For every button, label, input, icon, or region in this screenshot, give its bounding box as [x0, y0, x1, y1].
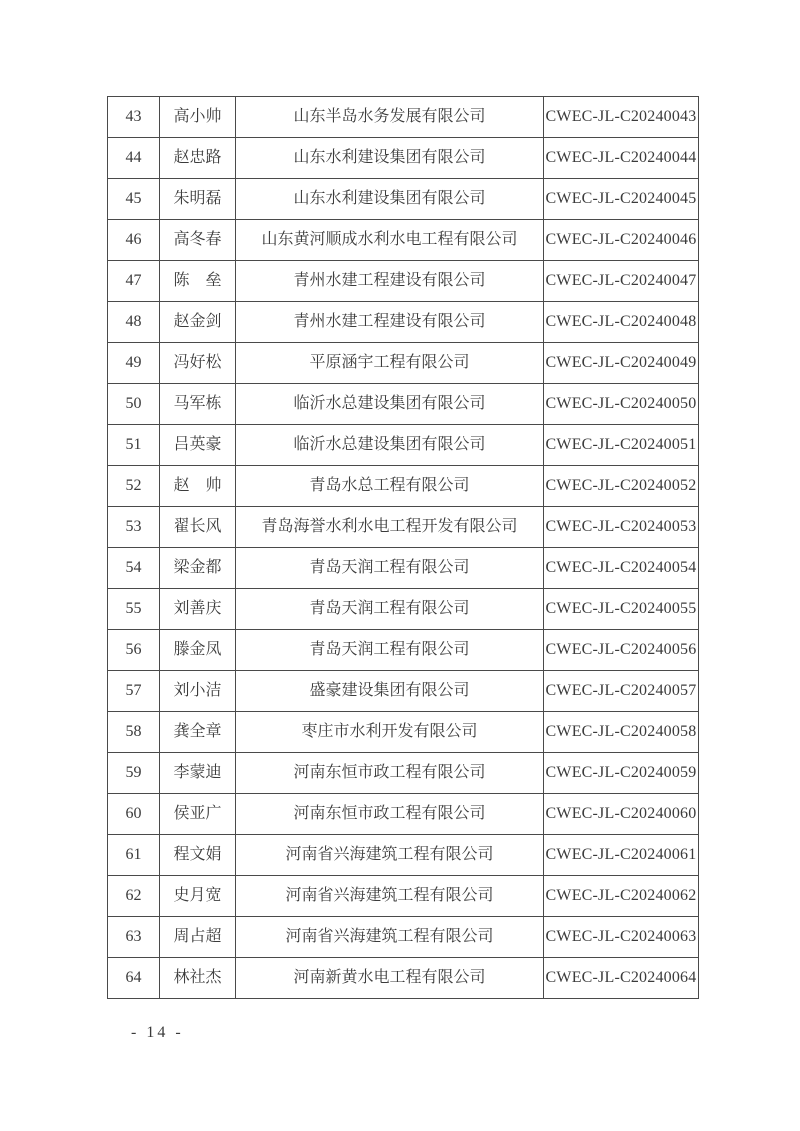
- company-cell: 河南新黄水电工程有限公司: [236, 958, 544, 999]
- table-row: [108, 712, 699, 753]
- row-number-cell: 62: [108, 876, 160, 917]
- row-number-cell: 51: [108, 425, 160, 466]
- table-row: [108, 753, 699, 794]
- company-cell: 青州水建工程建设有限公司: [236, 302, 544, 343]
- certificate-cell: CWEC-JL-C20240061: [544, 835, 699, 876]
- table-row: [108, 302, 699, 343]
- company-cell: 枣庄市水利开发有限公司: [236, 712, 544, 753]
- name-cell: 龚全章: [160, 712, 236, 753]
- name-cell: 高冬春: [160, 220, 236, 261]
- certificate-cell: CWEC-JL-C20240054: [544, 548, 699, 589]
- certificate-cell: CWEC-JL-C20240060: [544, 794, 699, 835]
- name-cell: 史月宽: [160, 876, 236, 917]
- company-cell: 平原涵宇工程有限公司: [236, 343, 544, 384]
- row-number-cell: 54: [108, 548, 160, 589]
- table-row: [108, 630, 699, 671]
- name-cell: 冯好松: [160, 343, 236, 384]
- company-cell: 河南省兴海建筑工程有限公司: [236, 876, 544, 917]
- row-number-cell: 61: [108, 835, 160, 876]
- company-cell: 青州水建工程建设有限公司: [236, 261, 544, 302]
- certificate-cell: CWEC-JL-C20240064: [544, 958, 699, 999]
- company-cell: 临沂水总建设集团有限公司: [236, 425, 544, 466]
- certificate-cell: CWEC-JL-C20240063: [544, 917, 699, 958]
- company-cell: 山东水利建设集团有限公司: [236, 179, 544, 220]
- company-cell: 河南省兴海建筑工程有限公司: [236, 835, 544, 876]
- name-cell: 陈 垒: [160, 261, 236, 302]
- company-cell: 河南省兴海建筑工程有限公司: [236, 917, 544, 958]
- row-number-cell: 45: [108, 179, 160, 220]
- table-row: [108, 343, 699, 384]
- name-cell: 刘小洁: [160, 671, 236, 712]
- certificate-cell: CWEC-JL-C20240051: [544, 425, 699, 466]
- name-cell: 吕英豪: [160, 425, 236, 466]
- row-number-cell: 64: [108, 958, 160, 999]
- certificate-cell: CWEC-JL-C20240043: [544, 97, 699, 138]
- name-cell: 侯亚广: [160, 794, 236, 835]
- name-cell: 赵金剑: [160, 302, 236, 343]
- row-number-cell: 63: [108, 917, 160, 958]
- company-cell: 河南东恒市政工程有限公司: [236, 794, 544, 835]
- company-cell: 青岛天润工程有限公司: [236, 630, 544, 671]
- name-cell: 滕金凤: [160, 630, 236, 671]
- certificate-table: [107, 96, 699, 999]
- certificate-cell: CWEC-JL-C20240044: [544, 138, 699, 179]
- company-cell: 青岛天润工程有限公司: [236, 589, 544, 630]
- row-number-cell: 57: [108, 671, 160, 712]
- name-cell: 高小帅: [160, 97, 236, 138]
- name-cell: 梁金都: [160, 548, 236, 589]
- certificate-cell: CWEC-JL-C20240046: [544, 220, 699, 261]
- row-number-cell: 55: [108, 589, 160, 630]
- certificate-cell: CWEC-JL-C20240050: [544, 384, 699, 425]
- company-cell: 盛豪建设集团有限公司: [236, 671, 544, 712]
- row-number-cell: 44: [108, 138, 160, 179]
- name-cell: 李蒙迪: [160, 753, 236, 794]
- company-cell: 山东半岛水务发展有限公司: [236, 97, 544, 138]
- row-number-cell: 47: [108, 261, 160, 302]
- row-number-cell: 60: [108, 794, 160, 835]
- table-row: [108, 425, 699, 466]
- company-cell: 河南东恒市政工程有限公司: [236, 753, 544, 794]
- table-row: [108, 466, 699, 507]
- row-number-cell: 49: [108, 343, 160, 384]
- company-cell: 临沂水总建设集团有限公司: [236, 384, 544, 425]
- company-cell: 青岛水总工程有限公司: [236, 466, 544, 507]
- name-cell: 程文娟: [160, 835, 236, 876]
- table-row: [108, 507, 699, 548]
- certificate-cell: CWEC-JL-C20240049: [544, 343, 699, 384]
- name-cell: 赵忠路: [160, 138, 236, 179]
- company-cell: 山东黄河顺成水利水电工程有限公司: [236, 220, 544, 261]
- table-row: [108, 671, 699, 712]
- certificate-cell: CWEC-JL-C20240056: [544, 630, 699, 671]
- row-number-cell: 59: [108, 753, 160, 794]
- certificate-cell: CWEC-JL-C20240053: [544, 507, 699, 548]
- row-number-cell: 50: [108, 384, 160, 425]
- certificate-cell: CWEC-JL-C20240062: [544, 876, 699, 917]
- row-number-cell: 53: [108, 507, 160, 548]
- row-number-cell: 46: [108, 220, 160, 261]
- certificate-cell: CWEC-JL-C20240048: [544, 302, 699, 343]
- table-row: [108, 958, 699, 999]
- certificate-cell: CWEC-JL-C20240045: [544, 179, 699, 220]
- name-cell: 刘善庆: [160, 589, 236, 630]
- name-cell: 朱明磊: [160, 179, 236, 220]
- table-row: [108, 548, 699, 589]
- certificate-cell: CWEC-JL-C20240058: [544, 712, 699, 753]
- table-row: [108, 589, 699, 630]
- table-row: [108, 384, 699, 425]
- company-cell: 青岛海誉水利水电工程开发有限公司: [236, 507, 544, 548]
- table-row: [108, 97, 699, 138]
- table-row: [108, 876, 699, 917]
- table-row: [108, 220, 699, 261]
- certificate-cell: CWEC-JL-C20240047: [544, 261, 699, 302]
- certificate-cell: CWEC-JL-C20240052: [544, 466, 699, 507]
- name-cell: 赵 帅: [160, 466, 236, 507]
- table-row: [108, 917, 699, 958]
- table-row: [108, 835, 699, 876]
- table-body: [108, 97, 699, 999]
- certificate-cell: CWEC-JL-C20240059: [544, 753, 699, 794]
- row-number-cell: 48: [108, 302, 160, 343]
- name-cell: 林社杰: [160, 958, 236, 999]
- company-cell: 青岛天润工程有限公司: [236, 548, 544, 589]
- table-row: [108, 794, 699, 835]
- name-cell: 翟长风: [160, 507, 236, 548]
- page-number: - 14 -: [131, 1024, 184, 1041]
- certificate-cell: CWEC-JL-C20240057: [544, 671, 699, 712]
- name-cell: 周占超: [160, 917, 236, 958]
- table-row: [108, 261, 699, 302]
- row-number-cell: 58: [108, 712, 160, 753]
- row-number-cell: 43: [108, 97, 160, 138]
- table-row: [108, 138, 699, 179]
- table-row: [108, 179, 699, 220]
- name-cell: 马军栋: [160, 384, 236, 425]
- certificate-cell: CWEC-JL-C20240055: [544, 589, 699, 630]
- company-cell: 山东水利建设集团有限公司: [236, 138, 544, 179]
- row-number-cell: 56: [108, 630, 160, 671]
- row-number-cell: 52: [108, 466, 160, 507]
